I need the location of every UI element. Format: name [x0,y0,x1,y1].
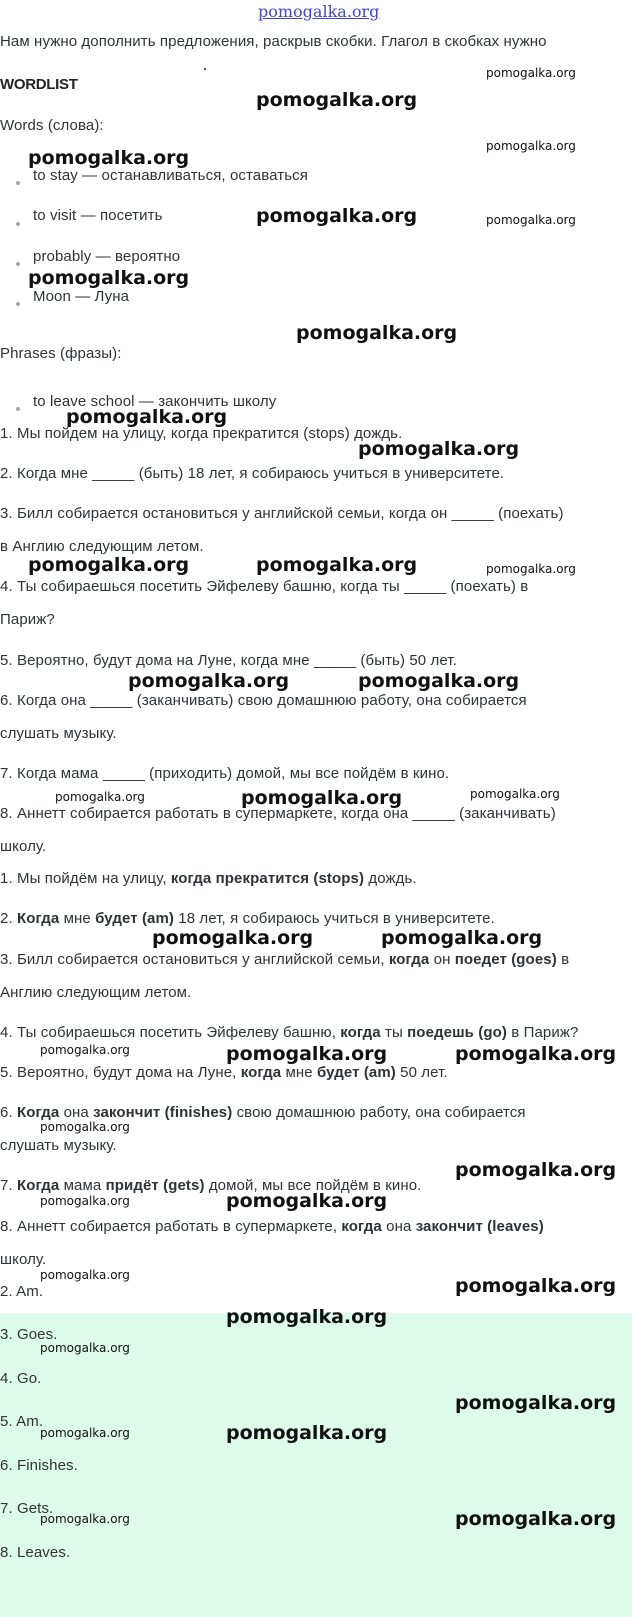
watermark: pomogalka.org [358,670,520,692]
bullet-icon [16,302,20,306]
watermark: pomogalka.org [152,927,314,949]
watermark: pomogalka.org [40,1120,130,1134]
solution-line: 2. Когда мне будет (am) 18 лет, я собираюсь учиться в университете. [0,910,495,927]
bullet-icon [16,181,20,185]
exercise-line: 1. Мы пойдем на улицу, когда прекратится (stops) дождь. [0,425,403,442]
exercise-line: 7. Когда мама _____ (приходить) домой, мы все пойдём в кино. [0,765,450,782]
bullet-icon [16,222,20,226]
word-item: probably — вероятно [33,248,181,265]
stray-dot [204,68,206,70]
watermark: pomogalka.org [470,787,560,801]
watermark: pomogalka.org [226,1190,388,1212]
answer-item: 5. Am. [0,1413,44,1430]
answer-item: 2. Am. [0,1283,44,1300]
watermark: pomogalka.org [486,66,576,80]
watermark: pomogalka.org [256,89,418,111]
bullet-icon [16,407,20,411]
watermark: pomogalka.org [296,322,458,344]
watermark: pomogalka.org [256,554,418,576]
watermark: pomogalka.org [381,927,543,949]
watermark: pomogalka.org [28,267,190,289]
solution-line: 4. Ты собираешься посетить Эйфелеву башню, когда ты поедешь (go) в Париж? [0,1024,579,1041]
solution-line: 3. Билл собирается остановиться у английской семьи, когда он поедет (goes) в [0,951,570,968]
bullet-icon [16,262,20,266]
phrases-heading: Phrases (фразы): [0,345,122,362]
site-title-link[interactable]: pomogalka.org [258,2,380,21]
solution-line: школу. [0,1251,47,1268]
answer-item: 8. Leaves. [0,1544,71,1561]
solution-line: 1. Мы пойдём на улицу, когда прекратится (stops) дождь. [0,870,417,887]
watermark: pomogalka.org [40,1341,130,1355]
watermark: pomogalka.org [486,562,576,576]
watermark: pomogalka.org [241,787,403,809]
exercise-line: 3. Билл собирается остановиться у английской семьи, когда он _____ (поехать) [0,505,564,522]
answer-item: 7. Gets. [0,1500,54,1517]
words-heading: Words (слова): [0,117,104,134]
exercise-line: школу. [0,838,47,855]
watermark: pomogalka.org [455,1508,617,1530]
word-item: Moon — Луна [33,288,130,305]
answer-item: 4. Go. [0,1370,42,1387]
answer-item: 3. Goes. [0,1326,58,1343]
watermark: pomogalka.org [28,554,190,576]
watermark: pomogalka.org [455,1392,617,1414]
exercise-line: 8. Аннетт собирается работать в супермаркете, когда она _____ (заканчивать) [0,805,556,822]
watermark: pomogalka.org [28,147,190,169]
watermark: pomogalka.org [358,438,520,460]
watermark: pomogalka.org [40,1194,130,1208]
watermark: pomogalka.org [55,790,145,804]
watermark: pomogalka.org [455,1159,617,1181]
exercise-line: Париж? [0,611,55,628]
watermark: pomogalka.org [455,1043,617,1065]
solution-line: слушать музыку. [0,1137,117,1154]
watermark: pomogalka.org [486,213,576,227]
watermark: pomogalka.org [40,1426,130,1440]
answers-panel [0,1313,632,1617]
watermark: pomogalka.org [455,1275,617,1297]
watermark: pomogalka.org [40,1512,130,1526]
phrase-item: to leave school — закончить школу [33,393,277,410]
solution-line: 8. Аннетт собирается работать в супермаркете, когда она закончит (leaves) [0,1218,544,1235]
word-item: to visit — посетить [33,207,163,224]
watermark: pomogalka.org [40,1268,130,1282]
watermark: pomogalka.org [66,406,228,428]
word-item: to stay — останавливаться, оставаться [33,167,308,184]
watermark: pomogalka.org [40,1043,130,1057]
solution-line: Англию следующим летом. [0,984,192,1001]
solution-line: 7. Когда мама придёт (gets) домой, мы все пойдём в кино. [0,1177,422,1194]
solution-line: 5. Вероятно, будут дома на Луне, когда мне будет (am) 50 лет. [0,1064,448,1081]
watermark: pomogalka.org [256,205,418,227]
watermark: pomogalka.org [226,1422,388,1444]
exercise-line: 6. Когда она _____ (заканчивать) свою домашнюю работу, она собирается [0,692,527,709]
exercise-line: 4. Ты собираешься посетить Эйфелеву башню, когда ты _____ (поехать) в [0,578,529,595]
intro-text: Нам нужно дополнить предложения, раскрыв скобки. Глагол в скобках нужно [0,33,547,50]
watermark: pomogalka.org [226,1043,388,1065]
exercise-line: 2. Когда мне _____ (быть) 18 лет, я собираюсь учиться в университете. [0,465,505,482]
exercise-line: слушать музыку. [0,725,117,742]
answer-item: 6. Finishes. [0,1457,78,1474]
exercise-line: в Англию следующим летом. [0,538,204,555]
exercise-line: 5. Вероятно, будут дома на Луне, когда мне _____ (быть) 50 лет. [0,652,457,669]
solution-line: 6. Когда она закончит (finishes) свою домашнюю работу, она собирается [0,1104,526,1121]
watermark: pomogalka.org [226,1306,388,1328]
watermark: pomogalka.org [128,670,290,692]
wordlist-heading: WORDLIST [0,76,78,93]
watermark: pomogalka.org [486,139,576,153]
